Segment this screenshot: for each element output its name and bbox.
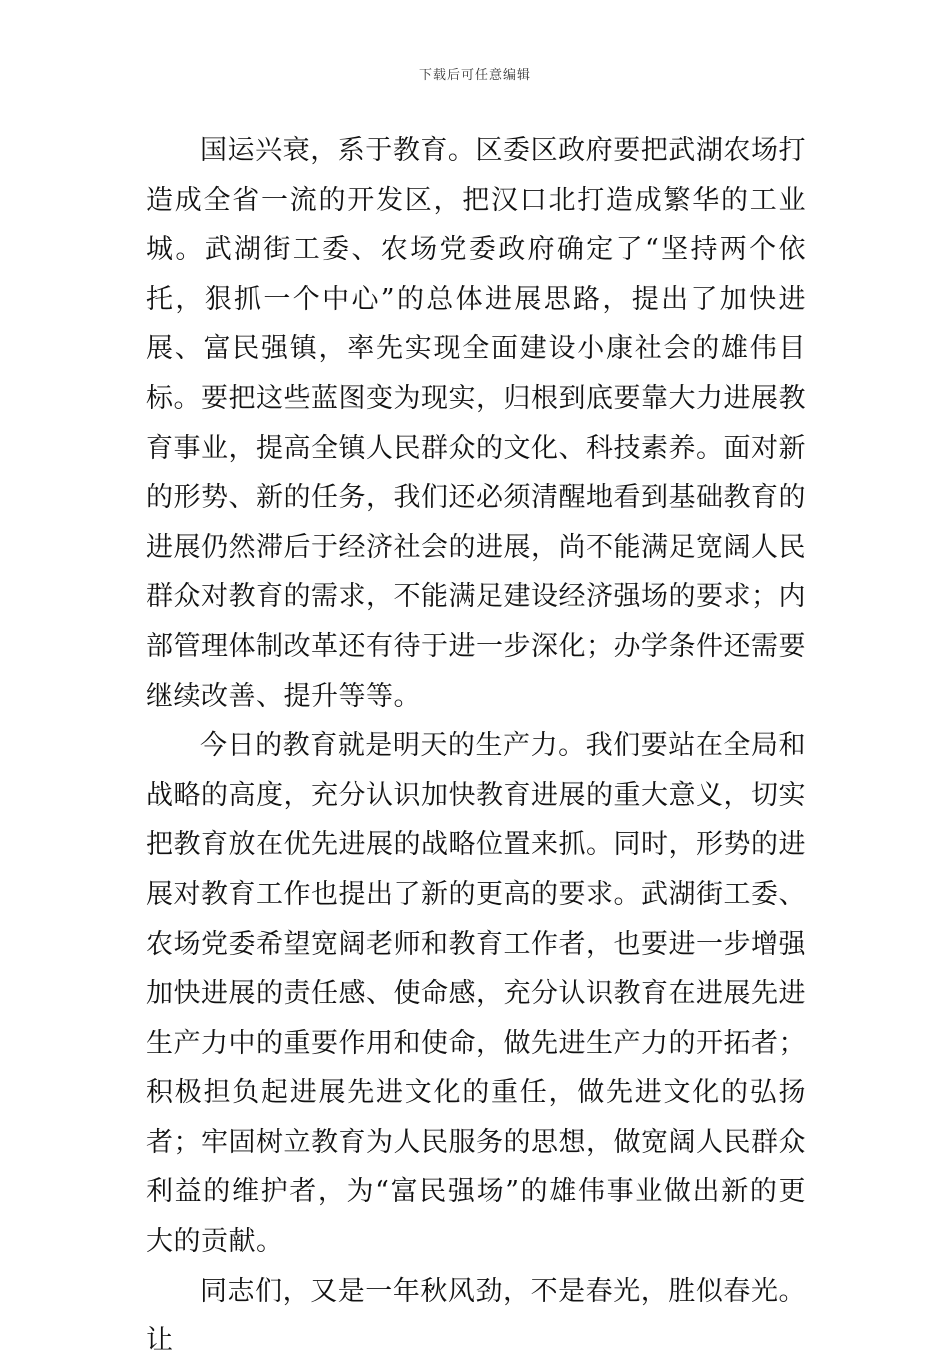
header-note: 下载后可任意编辑 <box>418 68 531 83</box>
paragraph-3: 同志们，又是一年秋风劲，不是春光，胜似春光。让 <box>146 1275 806 1357</box>
paragraph-1: 国运兴衰，系于教育。区委区政府要把武湖农场打造成全省一流的开发区，把汉口北打造成繁华的工业城。武湖街工委、农场党委政府确定了“坚持两个依托，狠抓一个中心”的总体进展思路，提出了加快进展、富民强镇，率先实现全面建设小康社会的雄伟目标。要把这些蓝图变为现实，归根到底要靠大力进展教育事业，提高全镇人民群众的文化、科技素养。面对新的形势、新的任务，我们还必须清醒地看到基础教育的进展仍然滞后于经济社会的进展，尚不能满足宽阔人民群众对教育的需求，不能满足建设经济强场的要求；内部管理体制改革还有待于进一步深化；办学条件还需要继续改善、提升等等。 <box>146 135 806 712</box>
document-body <box>146 126 806 1366</box>
paragraph-2: 今日的教育就是明天的生产力。我们要站在全局和战略的高度，充分认识加快教育进展的重大意义，切实把教育放在优先进展的战略位置来抓。同时，形势的进展对教育工作也提出了新的更高的要求。武湖街工委、农场党委希望宽阔老师和教育工作者，也要进一步增强加快进展的责任感、使命感，充分认识教育在进展先进生产力中的重要作用和使命，做先进生产力的开拓者；积极担负起进展先进文化的重任，做先进文化的弘扬者；牢固树立教育为人民服务的思想，做宽阔人民群众利益的维护者，为“富民强场”的雄伟事业做出新的更大的贡献。 <box>146 730 806 1258</box>
